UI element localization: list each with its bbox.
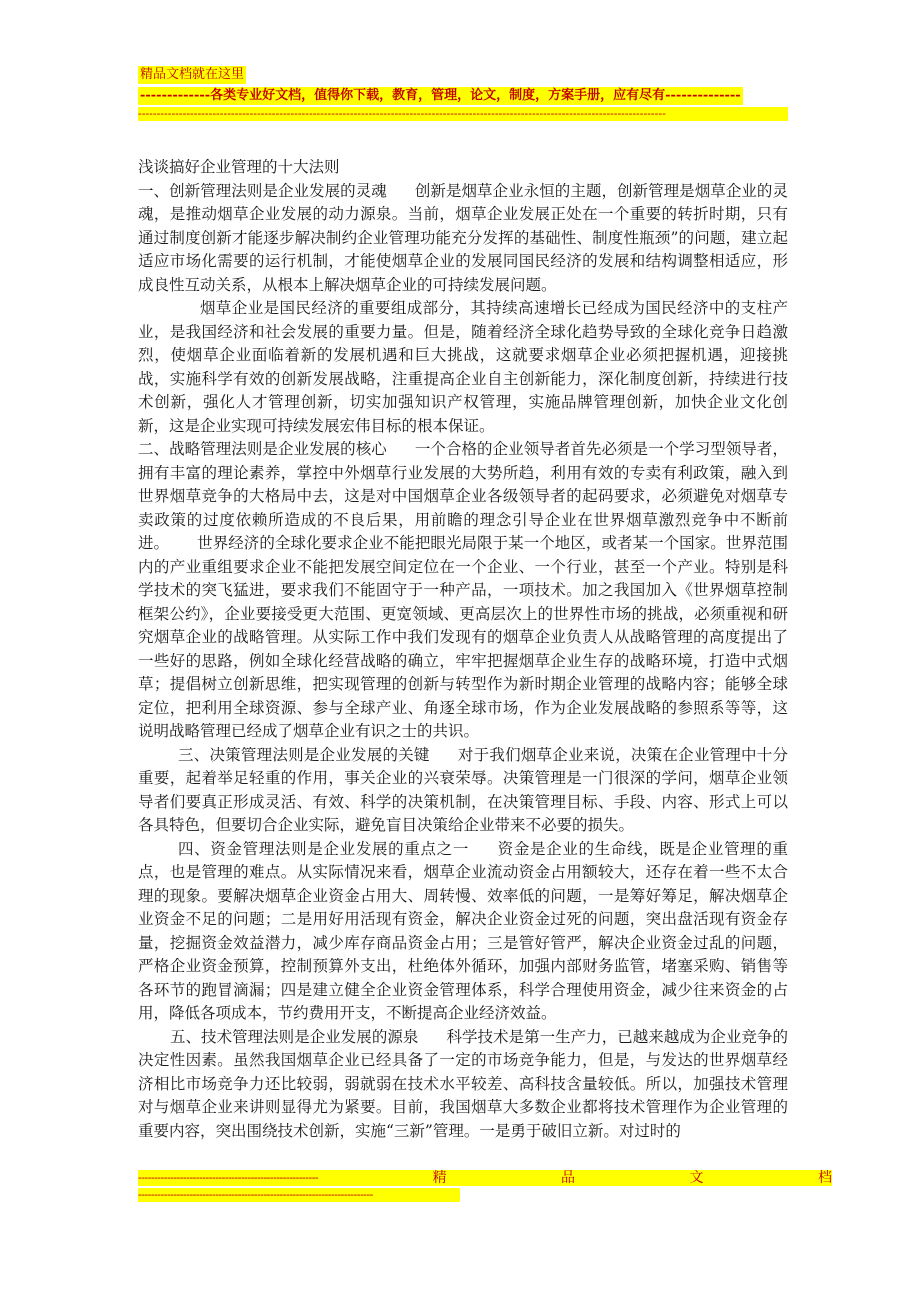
paragraph-strategy	[138, 438, 788, 744]
article-title: 浅谈搞好企业管理的十大法则	[138, 158, 340, 176]
section-heading-capital: 四、资金管理法则是企业发展的重点之一	[178, 839, 469, 858]
section-heading-innovation: 一、创新管理法则是企业发展的灵魂	[138, 181, 387, 200]
footer-char-pin: 品	[561, 1170, 576, 1186]
footer-dashes-left: --------------------------------------------------------	[138, 1171, 319, 1184]
paragraph-capital	[138, 838, 788, 1026]
footer-dashes-bottom: -------------------------------------------------------------------------	[138, 1188, 460, 1202]
footer-char-dang: 档	[817, 1170, 832, 1186]
article-body	[138, 156, 788, 1143]
section-heading-strategy: 二、战略管理法则是企业发展的核心	[138, 440, 387, 458]
paragraph-tobacco-economy: 烟草企业是国民经济的重要组成部分，其持续高速增长已经成为国民经济中的支柱产业，是我国经济和社会发展的重要力量。但是，随着经济全球化趋势导致的全球化竞争日趋激烈，使烟草企业面临着新的发展机遇和巨大挑战，这就要求烟草企业必须把握机遇，迎接挑战，实施科学有效的创新发展战略，注重提高企业自主创新能力，深化制度创新，持续进行技术创新，强化人才管理创新，切实加强知识产权管理，实施品牌管理创新，加快企业文化创新，这是企业实现可持续发展宏伟目标的根本保证。	[138, 299, 788, 435]
section-heading-technology: 五、技术管理法则是企业发展的源泉	[170, 1027, 419, 1046]
footer-banner	[138, 1170, 832, 1186]
paragraph-decision	[138, 744, 788, 838]
footer-char-jing: 精	[432, 1170, 447, 1186]
header-title: 精品文档就在这里	[140, 67, 245, 82]
footer-char-wen: 文	[689, 1170, 704, 1186]
section-body-capital: 资金是企业的生命线，既是企业管理的重点，也是管理的难点。从实际情况来看，烟草企业流动资金占用额较大，还存在着一些不太合理的现象。要解决烟草企业资金占用大、周转慢、效率低的问题，一是筹好筹足，解决烟草企业资金不足的问题；二是用好用活现有资金，解决企业资金过死的问题，突出盘活现有资金存量，挖掘资金效益潜力，减少库存商品资金占用；三是管好管严，解决企业资金过乱的问题，严格企业资金预算，控制预算外支出，杜绝体外循环，加强内部财务监管，堵塞采购、销售等各环节的跑冒滴漏；四是建立健全企业资金管理体系，科学合理使用资金，减少往来资金的占用，降低各项成本，节约费用开支，不断提高企业经济效益。	[138, 839, 788, 1022]
section-body-innovation: 创新是烟草企业永恒的主题，创新管理是烟草企业的灵魂，是推动烟草企业发展的动力源泉。当前，烟草企业发展正处在一个重要的转折时期，只有通过制度创新才能逐步解决制约企业管理功能充分发挥的基础性、制度性瓶颈”的问题，建立起适应市场化需要的运行机制，才能使烟草企业的发展同国民经济的发展和结构调整相适应，形成良性互动关系，从根本上解决烟草企业的可持续发展问题。	[138, 181, 788, 294]
header-dashes: ----------------------------------------------------------------------------------------------------------------------------------------------	[138, 107, 788, 121]
paragraph-innovation	[138, 180, 788, 298]
section-body-decision: 对于我们烟草企业来说，决策在企业管理中十分重要，起着举足轻重的作用，事关企业的兴衰荣辱。决策管理是一门很深的学问，烟草企业领导者们要真正形成灵活、有效、科学的决策机制，在决策管理目标、手段、内容、形式上可以各具特色，但要切合企业实际，避免盲目决策给企业带来不必要的损失。	[138, 745, 788, 834]
section-body-strategy-a: 一个合格的企业领导者首先必须是一个学习型领导者，拥有丰富的理论素养，掌控中外烟草行业发展的大势所趋，利用有效的专卖有利政策，融入到世界烟草竞争的大格局中去，这是对中国烟草企业各级领导者的起码要求，必须避免对烟草专卖政策的过度依赖所造成的不良后果，用前瞻的理念引导企业在世界烟草激烈竞争中不断前进。	[138, 440, 788, 552]
section-heading-decision: 三、决策管理法则是企业发展的关键	[178, 745, 430, 764]
section-body-technology: 科学技术是第一生产力，已越来越成为企业竞争的决定性因素。虽然我国烟草企业已经具备了一定的市场竞争能力，但是，与发达的世界烟草经济相比市场竞争力还比较弱，弱就弱在技术水平较差、高科技含量较低。所以，加强技术管理对与烟草企业来讲则显得尤为紧要。目前，我国烟草大多数企业都将技术管理作为企业管理的重要内容，突出围绕技术创新，实施“三新”管理。一是勇于破旧立新。对过时的	[138, 1027, 788, 1140]
section-body-strategy-b: 世界经济的全球化要求企业不能把眼光局限于某一个地区，或者某一个国家。世界范围内的产业重组要求企业不能把发展空间定位在一个企业、一个行业，甚至一个产业。特别是科学技术的突飞猛进，要求我们不能固守于一种产品，一项技术。加之我国加入《世界烟草控制框架公约》，企业要接受更大范围、更宽领域、更高层次上的世界性市场的挑战，必须重视和研究烟草企业的战略管理。从实际工作中我们发现有的烟草企业负责人从战略管理的高度提出了一些好的思路，例如全球化经营战略的确立，牢牢把握烟草企业生存的战略环境，打造中式烟草；提倡树立创新思维，把实现管理的创新与转型作为新时期企业管理的战略内容；能够全球定位，把利用全球资源、参与全球产业、角逐全球市场，作为企业发展战略的参照系等等，这说明战略管理已经成了烟草企业有识之士的共识。	[138, 534, 788, 740]
header-subtitle: -------------各类专业好文档，值得你下载，教育，管理，论文，制度，方案手册，应有尽有--------------	[140, 88, 741, 103]
paragraph-technology	[138, 1026, 788, 1144]
